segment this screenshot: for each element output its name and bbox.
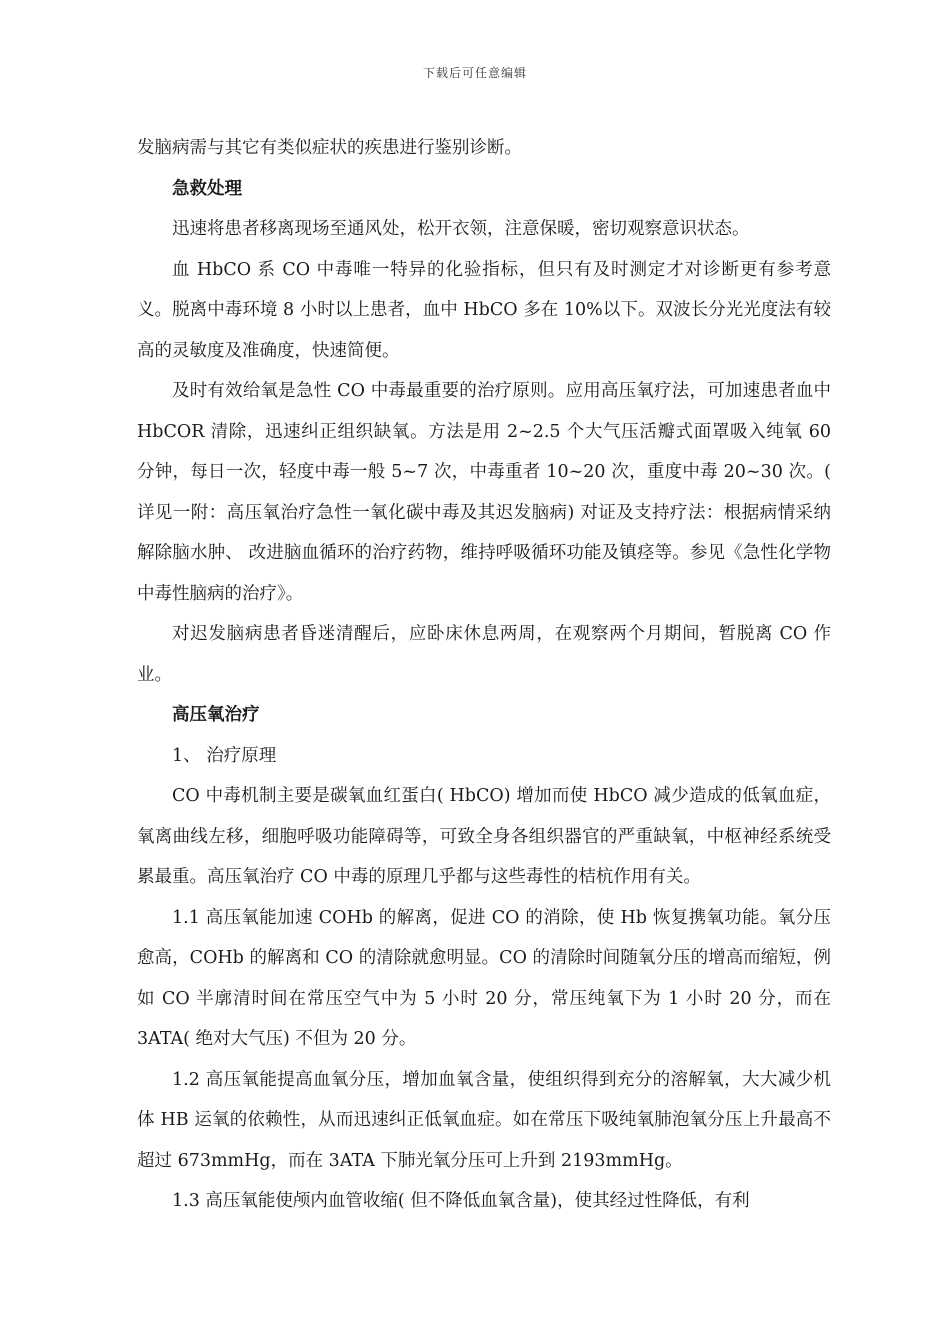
document-body <box>137 128 831 1222</box>
section-heading: 急救处理 <box>172 178 242 199</box>
paragraph: 及时有效给氧是急性 CO 中毒最重要的治疗原则。应用高压氧疗法，可加速患者血中 HbCOR 清除，迅速纠正组织缺氧。方法是用 2~2.5 个大气压活瓣式面罩吸入纯氧 60 分钟，每日一次，轻度中毒一般 5~7 次，中毒重者 10~20 次，重度中毒 20~30 次。( 详见一附：高压氧治疗急性一氧化碳中毒及其迟发脑病) 对证及支持疗法：根据病情采纳解除脑水肿、 改进脑血循环的治疗药物，维持呼吸循环功能及镇痉等。参见《急性化学物中毒性脑病的治疗》。 <box>137 381 831 604</box>
paragraph: CO 中毒机制主要是碳氧血红蛋白( HbCO) 增加而使 HbCO 减少造成的低氧血症，氧离曲线左移，细胞呼吸功能障碍等，可致全身各组织器官的严重缺氧，中枢神经系统受累最重。高压氧治疗 CO 中毒的原理几乎都与这些毒性的桔杭作用有关。 <box>137 786 831 887</box>
paragraph: 迅速将患者移离现场至通风处，松开衣领，注意保暖，密切观察意识状态。 <box>172 219 750 239</box>
section-heading: 高压氧治疗 <box>172 705 260 725</box>
paragraph: 1.2 高压氧能提高血氧分压，增加血氧含量，使组织得到充分的溶解氧，大大减少机体 HB 运氧的依赖性，从而迅速纠正低氧血症。如在常压下吸纯氧肺泡氧分压上升最高不超过 673mmHg，而在 3ATA 下肺光氧分压可上升到 2193mmHg。 <box>137 1069 831 1171</box>
subsection-title: 1、 治疗原理 <box>172 745 277 766</box>
paragraph: 1.3 高压氧能使颅内血管收缩( 但不降低血氧含量)，使其经过性降低，有利 <box>172 1191 750 1211</box>
page-header-note: 下载后可任意编辑 <box>422 66 527 80</box>
paragraph: 对迟发脑病患者昏迷清醒后，应卧床休息两周，在观察两个月期间，暂脱离 CO 作业。 <box>137 624 831 685</box>
paragraph: 1.1 高压氧能加速 COHb 的解离，促进 CO 的消除，使 Hb 恢复携氧功能。氧分压愈高，COHb 的解离和 CO 的清除就愈明显。CO 的清除时间随氧分压的增高而缩短，例如 CO 半廓清时间在常压空气中为 5 小时 20 分，常压纯氧下为 1 小时 20 分，而在 3ATA( 绝对大气压) 不但为 20 分。 <box>137 907 831 1049</box>
paragraph: 发脑病需与其它有类似症状的疾患进行鉴别诊断。 <box>137 138 522 158</box>
paragraph: 血 HbCO 系 CO 中毒唯一特异的化验指标，但只有及时测定才对诊断更有参考意义。脱离中毒环境 8 小时以上患者，血中 HbCO 多在 10%以下。双波长分光光度法有较高的灵敏度及准确度，快速简便。 <box>137 259 831 361</box>
